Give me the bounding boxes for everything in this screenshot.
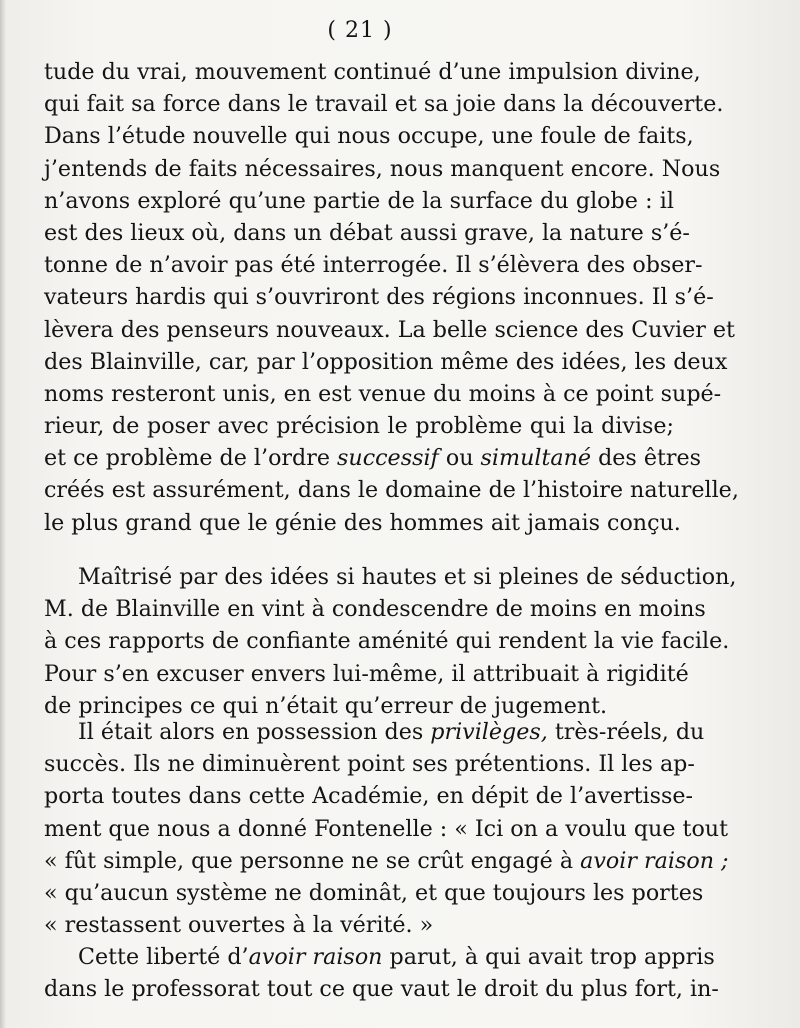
text-line-mixed: Il était alors en possession des privilèges, très-réels, du xyxy=(78,719,705,745)
text-line: M. de Blainville en vint à condescendre de moins en moins xyxy=(44,596,706,623)
text-line: dans le professorat tout ce que vaut le droit du plus fort, in- xyxy=(44,976,719,1003)
text-line: créés est assurément, dans le domaine de l’histoire naturelle, xyxy=(44,477,739,504)
text-line: n’avons exploré qu’une partie de la surface du globe : il xyxy=(44,187,674,214)
text-line: le plus grand que le génie des hommes ait jamais conçu. xyxy=(44,509,681,536)
text-line: des Blainville, car, par l’opposition même des idées, les deux xyxy=(44,348,728,375)
text-line: noms resteront unis, en est venue du moins à ce point supé- xyxy=(44,380,722,407)
italic-term: successif xyxy=(337,445,439,472)
paragraph-1 xyxy=(44,56,739,539)
text-line-mixed: Cette liberté d’avoir raison parut, à qui avait trop appris xyxy=(78,944,715,970)
text-line: porta toutes dans cette Académie, en dépit de l’avertisse- xyxy=(44,783,694,810)
text-line: succès. Ils ne diminuèrent point ses prétentions. Il les ap- xyxy=(44,751,695,778)
text-line: Maîtrisé par des idées si hautes et si pleines de séduction, xyxy=(78,564,737,590)
text-line: Dans l’étude nouvelle qui nous occupe, une foule de faits, xyxy=(44,123,694,150)
text-line: tonne de n’avoir pas été interrogée. Il s’élèvera des obser- xyxy=(44,252,703,279)
italic-term: privilèges, xyxy=(430,719,548,745)
text-line: Pour s’en excuser envers lui-même, il attribuait à rigidité xyxy=(44,660,689,687)
text-line: lèvera des penseurs nouveaux. La belle science des Cuvier et xyxy=(44,316,735,343)
text-line: « qu’aucun système ne dominât, et que toujours les portes xyxy=(44,879,704,906)
text-line: rieur, de poser avec précision le problème qui la divise; xyxy=(44,413,674,440)
text-line: est des lieux où, dans un débat aussi grave, la nature s’é- xyxy=(44,219,690,246)
text-line-mixed: « fût simple, que personne ne se crût engagé à avoir raison ; xyxy=(44,847,729,874)
text-line: « restassent ouvertes à la vérité. » xyxy=(44,912,434,939)
text-line: j’entends de faits nécessaires, nous manquent encore. Nous xyxy=(44,155,721,182)
italic-term: avoir raison ; xyxy=(580,847,729,874)
text-line: de principes ce qui n’était qu’erreur de jugement. xyxy=(44,692,608,719)
paragraph-3 xyxy=(44,716,729,941)
page-number: ( 21 ) xyxy=(327,18,393,43)
text-line: à ces rapports de confiante aménité qui rendent la vie facile. xyxy=(44,628,730,655)
italic-term: avoir raison xyxy=(248,944,383,970)
text-line: qui fait sa force dans le travail et sa joie dans la découverte. xyxy=(44,91,724,118)
italic-term: simultané xyxy=(480,445,592,472)
page-edge-shadow xyxy=(0,0,6,1028)
text-line: vateurs hardis qui s’ouvriront des régions inconnues. Il s’é- xyxy=(44,284,714,311)
paragraph-4 xyxy=(44,941,719,1005)
text-line-mixed: et ce problème de l’ordre successif ou simultané des êtres xyxy=(44,445,702,472)
text-line: tude du vrai, mouvement continué d’une impulsion divine, xyxy=(44,59,701,85)
text-line: ment que nous a donné Fontenelle : « Ici on a voulu que tout xyxy=(44,815,729,842)
paragraph-2 xyxy=(44,561,737,722)
